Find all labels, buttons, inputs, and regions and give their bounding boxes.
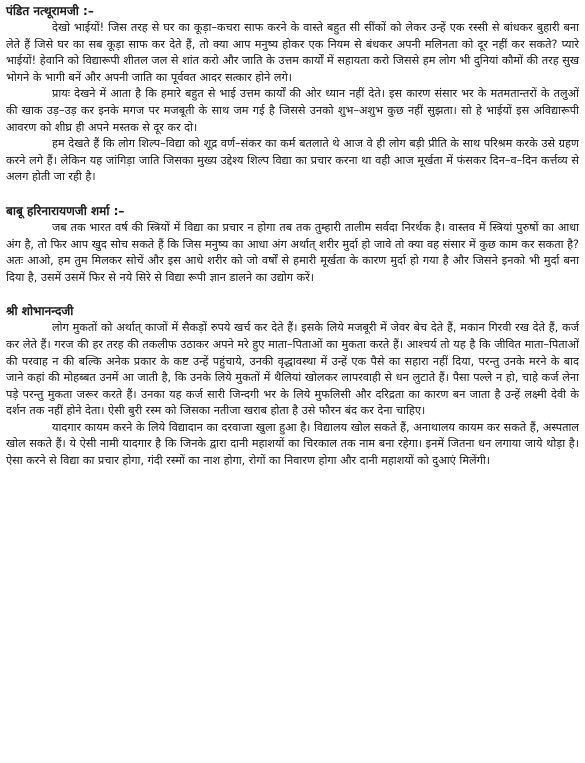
paragraph: लोग मुकतों को अर्थात् काजों में सैकड़ों रुपये खर्च कर देते हैं। इसके लिये मजबूरी में जेवर बेच देते हैं, मकान गिरवी रख देते हैं, कर्ज कर लेते हैं। गरज की हर तरह की तकलीफ उठाकर अपने मरे हुए माता–पिताओं का मुकता करते हैं। आश्चर्य तो यह है कि जीवित माता–पिताओं की परवाह न की बल्कि अनेक प्रकार के कष्ट उन्हें पहुंचाये, उनकी वृद्धावस्था में उन्हें एक पैसे का सहारा नहीं दिया, परन्तु उनके मरने के बाद जाने कहां की मोहब्बत उनमें आ जाती है, कि उनके लिये मुकतों में थैलियां खोलकर लापरवाही से धन लुटाते हैं। पैसा पल्ले न हो, चाहे कर्ज लेना पड़े परन्तु मुकता जरूर करते हैं। उनका यह कर्ज सारी जिन्दगी भर के लिये मुफलिसी और दरिद्रता का कारण बन जाता है उन्हें लक्ष्मी देवी के दर्शन तक नहीं होने देता। ऐसी बुरी रस्म को जिसका नतीजा खराब होता है उसे फौरन बंद कर देना चाहिए।	[6, 321, 579, 418]
section-shobhanandji	[6, 303, 579, 469]
speaker-heading: बाबू हरिनारायणजी शर्मा :–	[6, 203, 125, 218]
speaker-heading: श्री शोभानन्दजी	[6, 304, 74, 319]
paragraph: हम देखते हैं कि लोग शिल्प–विद्या को शूद्र वर्ण–संकर का कर्म बतलाते थे आज वे ही लोग बड़ी प्रीति के साथ परिश्रम करके उसे ग्रहण करने लगे हैं। लेकिन यह जांगिड़ा जाति जिसका मुख्य उद्देश्य शिल्प विद्या का प्रचार करना था वही आज मूर्खता में फंसकर दिन–व–दिन कर्त्तव्य से अलग होती जा रही है।	[6, 137, 579, 184]
paragraph: प्रायः देखने में आता है कि हमारे बहुत से भाई उत्तम कार्यों की ओर ध्यान नहीं देते। इस कारण संसार भर के मतमतान्तरों के तलुओं की खाक उड़–उड़ कर इनके मगज पर मजबूती के साथ जम गई है जिससे उनको शुभ–अशुभ कुछ नहीं सुझता। सो हे भाईयों इस अविद्यारूपी आवरण को शीघ्र ही अपने मस्तक से दूर कर दो।	[6, 87, 579, 134]
section-spacer	[6, 186, 579, 203]
paragraph: यादगार कायम करने के लिये विद्यादान का दरवाजा खुला हुआ है। विद्यालय खोल सकते हैं, अनाथालय कायम कर सकते हैं, अस्पताल खोल सकते हैं। ये ऐसी नामी यादगार है कि जिनके द्वारा दानी महाशयों का चिरकाल तक नाम बना रहेगा। इनमें जितना धन लगाया जाये थोड़ा है। ऐसा करने से विद्या का प्रचार होगा, गंदी रस्मों का नाश होगा, रोगों का निवारण होगा और दानी महाशयों को दुआएं मिलेंगी।	[6, 420, 579, 468]
section-spacer	[6, 286, 579, 303]
section-harinarayanji	[6, 203, 579, 286]
paragraph: देखो भाईयों! जिस तरह से घर का कूड़ा–कचरा साफ करने के वास्ते बहुत सी सींकों को लेकर उन्हें एक रस्सी से बांधकर बुहारी बना लेते हैं जिसे घर का सब कूड़ा साफ कर देते हैं, तो क्या आप मनुष्य होकर एक नियम से बंधकर अपनी मलिनता को दूर नहीं कर सकते? प्यारे भाईयों! हेवानि को विद्यारूपी शीतल जल से शांत करो और जाति के उत्तम कार्यों में सहायता करो जिससे हम लोग भी दुनियां कौमों की तरह सुख भोगने के भागी बनें और अपनी जाति का पूर्ववत आदर सत्कार होने लगे।	[6, 21, 579, 84]
speaker-heading: पंडित नत्थूरामजी :–	[6, 4, 94, 18]
paragraph: जब तक भारत वर्ष की स्त्रियों में विद्या का प्रचार न होगा तब तक तुम्हारी तालीम सर्वदा निरर्थक है। वास्तव में स्त्रियां पुरुषों का आधा अंग है, तो फिर आप खुद सोच सकते हैं कि जिस मनुष्य का आधा अंग अर्थात् शरीर मुर्दा हो जावे तो क्या वह संसार में कुछ काम कर सकता है? अतः आओ, हम तुम मिलकर सोचें और इस आधे शरीर को जो वर्षों से हमारी मूर्खता के कारण मुर्दा हो गया है और जिसने इनको भी मुर्दा बना दिया है, उसमें उसमें फिर से नये सिरे से विद्या रूपी ज्ञान डालने का उद्योग करें।	[6, 220, 579, 284]
section-nathuramji	[6, 3, 579, 186]
